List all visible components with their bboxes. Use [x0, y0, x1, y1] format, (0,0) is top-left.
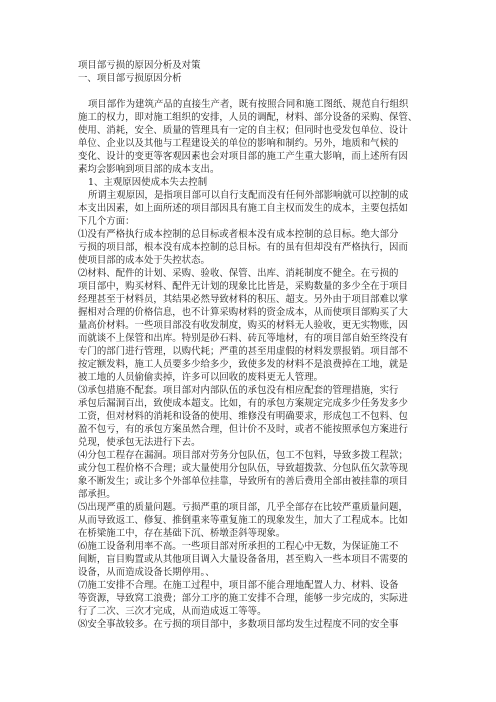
body-line: 项目部作为建筑产品的直接生产者，既有按照合同和施工图纸、规范自行组织	[88, 99, 409, 110]
body-line: 行了二次、三次才完成，从而造成返工等等。	[78, 606, 267, 617]
body-line: 被工地的人员偷偷卖掉，许多可以回收的废料更无人管理。	[78, 372, 324, 383]
body-line: 使用、消耗，安全、质量的管理具有一定的自主权；但同时也受发包单位、设计	[78, 125, 408, 136]
body-line: 或分包工程价格不合理；或大量使用分包队伍，导致超拨款、分包队伍欠款等现	[78, 463, 408, 474]
body-line: 在桥梁施工中，存在基础下沉、桥墩歪斜等现象。	[78, 528, 286, 539]
body-line: 象不断发生；或让多个外部单位挂靠，导致所有的善后费用全部由被挂靠的项目	[78, 476, 408, 487]
body-line: 项目部中，购买材料、配件无计划的现象比比皆是，采购数量的多少全在于项目	[78, 281, 408, 292]
body-line: ⑴没有严格执行成本控制的总目标或者根本没有成本控制的总目标。绝大部分	[78, 229, 399, 240]
body-line: 经理甚至于材料员，其结果必然导致材料的积压、超支。另外由于项目部难以掌	[78, 294, 408, 305]
body-line: 等资源，导致窝工浪费；部分工序的施工安排不合理，能够一步完成的，实际进	[78, 593, 408, 604]
body-line: 亏损的项目部，根本没有成本控制的总目标。有的虽有但却没有严格执行，因而	[78, 242, 408, 253]
body-line: 1、主观原因使成本失去控制	[88, 177, 208, 188]
body-line: ⑺施工安排不合理。在施工过程中，项目部不能合理地配置人力、材料、设备	[78, 580, 399, 591]
document-title: 项目部亏损的原因分析及对策	[78, 60, 201, 71]
body-line: 下几个方面：	[78, 216, 135, 227]
body-line: 专门的部门进行管理，以购代耗；严重的甚至用虚假的材料发票报销。项目部不	[78, 346, 408, 357]
body-line: ⑷分包工程存在漏洞。项目部对劳务分包队伍，包工不包料，导致多拨工程款；	[78, 450, 408, 461]
body-line: 部承担。	[78, 489, 116, 500]
body-line: 素均会影响到项目部的成本支出。	[78, 164, 220, 175]
body-line: 量高价材料。一些项目部没有收发制度，购买的材料无人验收，更无实物账，因	[78, 320, 408, 331]
section-heading: 一、项目部亏损原因分析	[78, 73, 182, 84]
body-line: 兑现，使承包无法进行下去。	[78, 437, 201, 448]
body-line: 单位、企业以及其他与工程建设关的单位的影响和制约。另外，地质和气候的	[78, 138, 399, 149]
body-line: 而就谈不上保管和出库。特别是砂石料、砖瓦等地材，有的项目部自始至终没有	[78, 333, 408, 344]
body-line: ⑻安全事故较多。在亏损的项目部中，多数项目部均发生过程度不同的安全事	[78, 619, 399, 630]
body-line: ⑵材料、配件的计划、采购、验收、保管、出库、消耗制度不健全。在亏损的	[78, 268, 399, 279]
body-line: 所谓主观原因，是指项目部可以自行支配而没有任何外部影响就可以控制的成	[88, 190, 409, 201]
body-line: 使项目部的成本处于失控状态。	[78, 255, 210, 266]
body-line: 变化、设计的变更等客观因素也会对项目部的施工产生重大影响，而上述所有因	[78, 151, 408, 162]
body-line: 按定额发料，施工人员要多少给多少，致使多发的材料不是浪费掉在工地，就是	[78, 359, 408, 370]
body-line: ⑶承包措施不配套。项目部对内部队伍的承包没有相应配套的管理措施，实行	[78, 385, 399, 396]
body-line: 间断，盲目购置或从其他项目调入大量设备备用，甚至购入一些本项目不需要的	[78, 554, 408, 565]
body-line: 盈不包亏，有的承包方案虽然合理，但计价不及时，或者不能按照承包方案进行	[78, 424, 408, 435]
body-line: 施工的权力，即对施工组织的安排，人员的调配，材料、部分设备的采购、保管、	[78, 112, 418, 123]
body-line: 承包后漏洞百出，致使成本超支。比如，有的承包方案规定完成多少任务发多少	[78, 398, 408, 409]
body-line: 设备，从而造成设备长期停用。、	[78, 567, 215, 578]
body-line: 工资，但对材料的消耗和设备的使用、维修没有明确要求，形成包工不包料、包	[78, 411, 408, 422]
body-line: 握相对合理的价格信息，也不计算采购材料的资金成本，从而使项目部购买了大	[78, 307, 408, 318]
body-line: 本支出因素，如上面所述的项目部因具有施工自主权而发生的成本，主要包括如	[78, 203, 408, 214]
body-line: ⑹施工设备利用率不高。一些项目部对所承担的工程心中无数，为保证施工不	[78, 541, 399, 552]
body-line: ⑸出现严重的质量问题。亏损严重的项目部，几乎全部存在比较严重质量问题，	[78, 502, 408, 513]
body-line: 从而导致返工、修复、推倒重来等重复施工的现象发生，加大了工程成本。比如	[78, 515, 408, 526]
